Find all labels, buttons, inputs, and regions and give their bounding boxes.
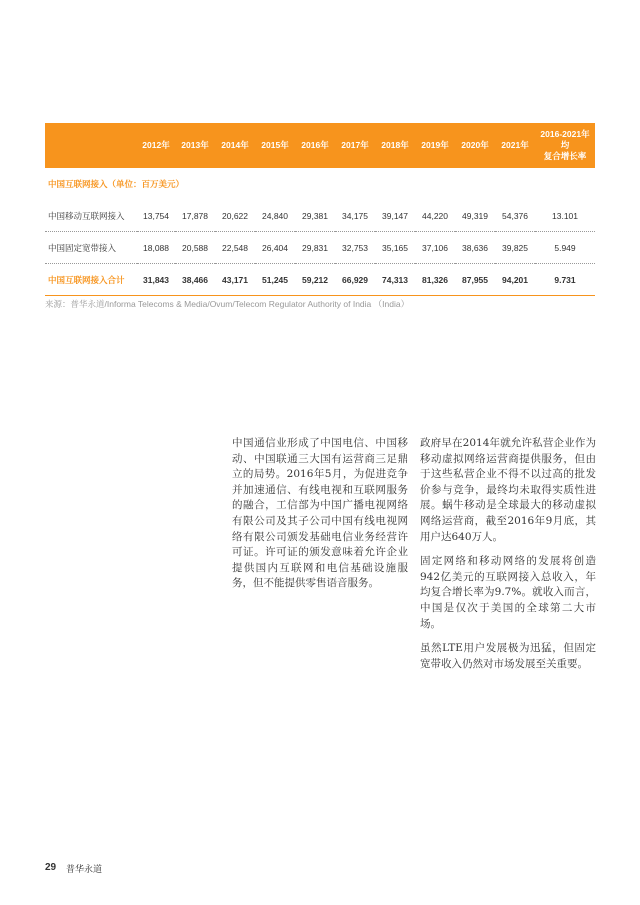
table-cell: 37,106	[415, 232, 455, 264]
internet-access-revenue-table	[45, 123, 595, 296]
header-cell: 2021年	[501, 140, 529, 150]
header-cell: 2020年	[461, 140, 489, 150]
paragraph: 固定网络和移动网络的发展将创造942亿美元的互联网接入总收入，年均复合增长率为9.7%。就收入而言，中国是仅次于美国的全球第二大市场。	[420, 555, 596, 630]
table-cell: 24,840	[255, 200, 295, 232]
section-title: 中国互联网接入（单位：百万美元）	[48, 179, 185, 189]
table-cell: 17,878	[175, 200, 215, 232]
table-cell: 87,955	[455, 264, 495, 296]
header-cell: 2016年	[301, 140, 329, 150]
table-cell: 49,319	[455, 200, 495, 232]
table-cell: 39,825	[495, 232, 535, 264]
header-cell: 2015年	[261, 140, 289, 150]
table-cell: 9.731	[535, 264, 595, 296]
header-cell-label	[45, 123, 137, 168]
table-cell: 26,404	[255, 232, 295, 264]
table-cell: 54,376	[495, 200, 535, 232]
header-cell: 2017年	[341, 140, 369, 150]
table-cell: 20,622	[215, 200, 255, 232]
table-cell: 51,245	[255, 264, 295, 296]
table-row	[45, 232, 595, 264]
table-cell: 20,588	[175, 232, 215, 264]
table-section-row	[45, 168, 595, 200]
paragraph: 政府早在2014年就允许私营企业作为移动虚拟网络运营商提供服务，但由于这些私营企业不得不以过高的批发价参与竞争，最终均未取得实质性进展。蜗牛移动是全球最大的移动虚拟网络运营商，截至2016年9月底，其用户达640万人。	[420, 437, 596, 543]
table-cell: 39,147	[375, 200, 415, 232]
table-cell: 5.949	[535, 232, 595, 264]
table-cell: 38,466	[175, 264, 215, 296]
table-cell: 31,843	[137, 264, 175, 296]
table-cell: 44,220	[415, 200, 455, 232]
paragraph: 中国通信业形成了中国电信、中国移动、中国联通三大国有运营商三足鼎立的局势。2016年5月，为促进竞争并加速通信、有线电视和互联网服务的融合，工信部为中国广播电视网络有限公司及其子公司中国有线电视网络有限公司颁发基础电信业务经营许可证。许可证的颁发意味着允许企业提供国内互联网和电信基础设施服务，但不能提供零售语音服务。	[232, 437, 408, 590]
table-cell: 29,381	[295, 200, 335, 232]
table-cell: 81,326	[415, 264, 455, 296]
table-cell: 29,831	[295, 232, 335, 264]
page-number: 29	[45, 862, 57, 873]
header-cell: 2019年	[421, 140, 449, 150]
table-source-note: 来源：普华永道/Informa Telecoms & Media/Ovum/Telecom Regulator Authority of India （India）	[45, 299, 410, 309]
header-cell: 2014年	[221, 140, 249, 150]
table-total-row	[45, 264, 595, 296]
body-text-column-2	[420, 436, 596, 681]
table-header-row	[45, 123, 595, 168]
table-cell: 66,929	[335, 264, 375, 296]
row-label: 中国互联网接入合计	[45, 264, 137, 296]
table-cell: 13.101	[535, 200, 595, 232]
table-cell: 13,754	[137, 200, 175, 232]
table-cell: 22,548	[215, 232, 255, 264]
table-cell: 59,212	[295, 264, 335, 296]
table-cell: 94,201	[495, 264, 535, 296]
row-label: 中国固定宽带接入	[45, 232, 137, 264]
table-cell: 18,088	[137, 232, 175, 264]
header-cell: 2016-2021年均 复合增长率	[540, 129, 590, 161]
table-cell: 34,175	[335, 200, 375, 232]
row-label: 中国移动互联网接入	[45, 200, 137, 232]
table-cell: 38,636	[455, 232, 495, 264]
body-text-column-1	[232, 436, 408, 601]
table-cell: 35,165	[375, 232, 415, 264]
table-cell: 43,171	[215, 264, 255, 296]
header-cell: 2012年	[142, 140, 170, 150]
table-cell: 32,753	[335, 232, 375, 264]
table-row	[45, 200, 595, 232]
footer-brand: 普华永道	[66, 864, 103, 874]
header-cell: 2013年	[181, 140, 209, 150]
revenue-table-container	[45, 123, 595, 296]
table-cell: 74,313	[375, 264, 415, 296]
header-cell: 2018年	[381, 140, 409, 150]
paragraph: 虽然LTE用户发展极为迅猛，但固定宽带收入仍然对市场发展至关重要。	[420, 642, 596, 670]
